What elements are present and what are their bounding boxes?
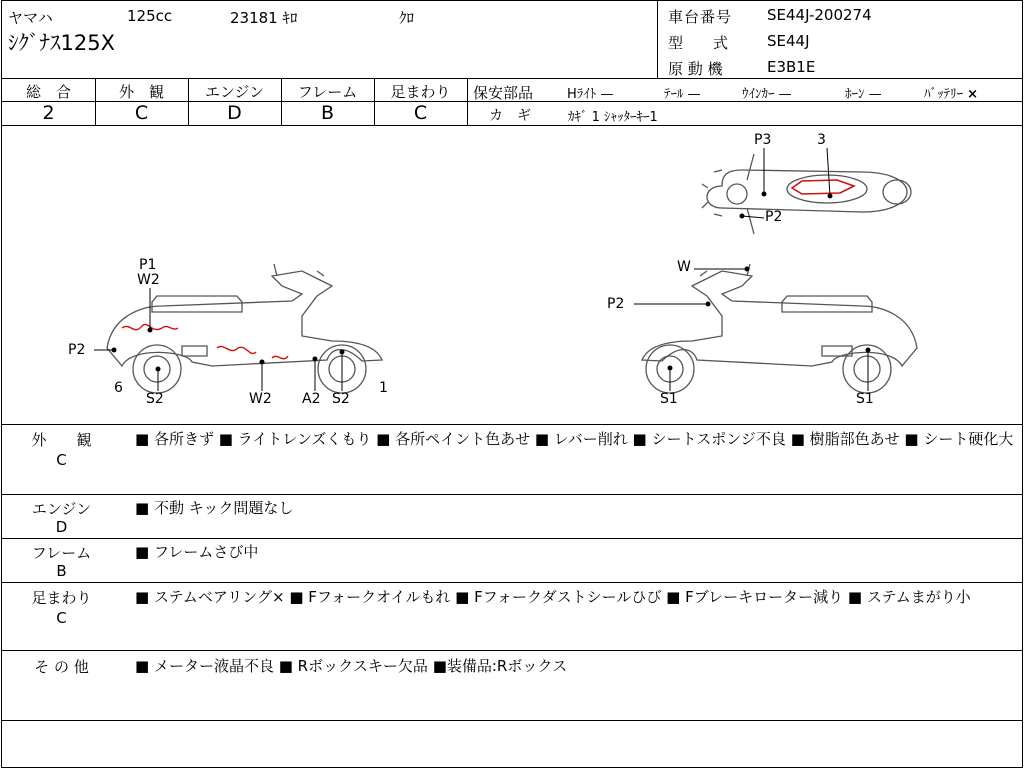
label-left-s2b: S2 [332, 391, 350, 407]
diagram-rule [2, 424, 1022, 425]
label-top-3: 3 [817, 132, 826, 148]
remark-frame-category: フレーム [31, 544, 92, 562]
label-left-p2: P2 [68, 342, 86, 358]
model-name: ｼｸﾞﾅｽ125X [8, 31, 115, 55]
part-battery: ﾊﾞｯﾃﾘｰ × [924, 87, 979, 102]
remark-other-text: ■ メーター液晶不良 ■ Rボックスキー欠品 ■装備品:Rボックス [135, 657, 568, 675]
mileage: 23181 ｷﾛ [230, 9, 298, 27]
remark-exterior-category: 外 観 [31, 431, 92, 449]
engine-value: E3B1E [767, 58, 816, 76]
grade-frame: B [320, 102, 335, 124]
label-right-s1b: S1 [856, 391, 874, 407]
header-divider [657, 1, 658, 78]
part-headlight: Hﾗｲﾄ — [567, 87, 614, 102]
type-label: 型 式 [668, 34, 729, 52]
grade-header-exterior: 外 観 [118, 83, 164, 101]
remark-suspension-grade: C [56, 609, 67, 627]
diagram-pointer-lines [94, 148, 870, 391]
grade-exterior: C [134, 102, 149, 124]
label-top-p2: P2 [765, 209, 783, 225]
inspection-sheet [1, 0, 1023, 768]
label-left-s2a: S2 [146, 391, 164, 407]
grade-header-suspension: 足まわり [390, 83, 451, 101]
remark-other-category: そ の 他 [34, 658, 89, 676]
left-damage-mark-2 [217, 346, 256, 353]
label-right-w: W [677, 259, 691, 275]
right-view-scooter [642, 264, 917, 393]
remark-frame-grade: B [56, 562, 67, 580]
remark-engine-grade: D [55, 518, 68, 536]
engine-label: 原 動 機 [668, 60, 723, 78]
label-right-s1a: S1 [660, 391, 678, 407]
part-tail: ﾃｰﾙ — [664, 87, 701, 102]
label-top-p3: P3 [754, 132, 772, 148]
remark-exterior-grade: C [56, 451, 67, 469]
frame-no-label: 車台番号 [668, 8, 733, 26]
grade-total: 2 [42, 102, 55, 124]
color: ｸﾛ [399, 9, 415, 27]
label-left-w2b: W2 [249, 391, 272, 407]
remark-engine-text: ■ 不動 キック問題なし [135, 499, 294, 517]
grade-suspension: C [413, 102, 428, 124]
remark-suspension-text: ■ ステムベアリング× ■ Fフォークオイルもれ ■ Fフォークダストシールひび ■ Fブレーキローター減り ■ ステムまがり小 [135, 588, 971, 606]
grade-header-engine: エンジン [204, 83, 265, 101]
label-left-p1: P1 [139, 257, 157, 273]
label-left-w2a: W2 [137, 272, 160, 288]
label-right-p2: P2 [607, 296, 625, 312]
header-rule [2, 78, 1022, 79]
remark-exterior-text: ■ 各所きず ■ ライトレンズくもり ■ 各所ペイント色あせ ■ レバー削れ ■ シートスポンジ不良 ■ 樹脂部色あせ ■ シート硬化大 [135, 430, 1014, 448]
grade-header-frame: フレーム [297, 83, 358, 101]
left-damage-mark-3 [272, 356, 288, 359]
label-left-1: 1 [379, 380, 388, 396]
label-left-a2: A2 [302, 391, 321, 407]
parts-label: 保安部品 [473, 84, 534, 102]
maker: ヤマハ [8, 9, 53, 27]
top-damage-mark [792, 180, 854, 194]
part-horn: ﾎｰﾝ — [845, 87, 882, 102]
frame-no: SE44J-200274 [767, 6, 872, 24]
key-label: カ ギ [489, 108, 531, 124]
key-value: ｶｷﾞ 1 ｼｬｯﾀｰｷｰ1 [568, 110, 658, 125]
displacement: 125cc [127, 7, 173, 25]
remark-engine-category: エンジン [31, 500, 92, 518]
label-left-6: 6 [114, 380, 123, 396]
part-winker: ｳｲﾝｶｰ — [742, 87, 792, 102]
type-value: SE44J [767, 32, 810, 50]
grade-header-total: 総 合 [25, 83, 71, 101]
remark-suspension-category: 足まわり [31, 589, 92, 607]
remark-frame-text: ■ フレームさび中 [135, 543, 259, 561]
grade-engine: D [227, 102, 242, 124]
